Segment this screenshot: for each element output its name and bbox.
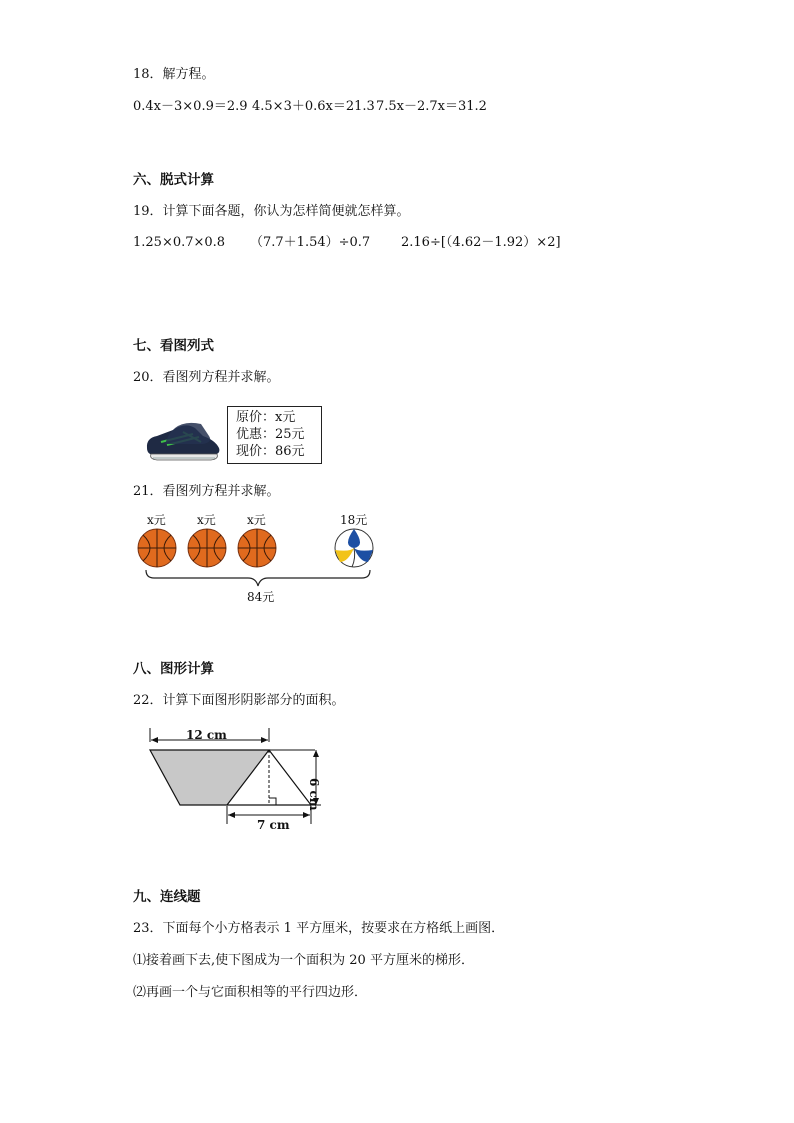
basketball-1-price: x元 <box>147 513 166 527</box>
basketball-2-price: x元 <box>197 513 216 527</box>
q19-title: 19．计算下面各题，你认为怎样简便就怎样算。 <box>133 204 410 219</box>
sneaker-image <box>143 414 225 464</box>
section-9-heading: 九、连线题 <box>133 889 201 905</box>
q23-title: 23．下面每个小方格表示 1 平方厘米，按要求在方格纸上画图． <box>133 921 505 936</box>
q19-expression-2: （7.7＋1.54）÷0.7 <box>250 235 371 250</box>
total-price-label: 84元 <box>247 590 275 604</box>
q19-expression-1: 1.25×0.7×0.8 <box>133 235 226 250</box>
original-price-label: 原价：x元 <box>236 410 296 425</box>
price-info-box <box>227 406 322 464</box>
q19-expression-3: 2.16÷[（4.62－1.92）×2] <box>401 235 561 250</box>
section-6-heading: 六、脱式计算 <box>133 172 214 188</box>
basketball-icon <box>138 529 176 567</box>
current-price-label: 现价：86元 <box>236 444 305 459</box>
q22-title: 22．计算下面图形阴影部分的面积。 <box>133 693 345 708</box>
q23-part-2: ⑵再画一个与它面积相等的平行四边形． <box>133 985 368 1000</box>
q21-title: 21．看图列方程并求解。 <box>133 484 280 499</box>
bottom-length-label: 7 cm <box>257 818 290 832</box>
section-8-heading: 八、图形计算 <box>133 661 214 677</box>
basketball-icon <box>188 529 226 567</box>
discount-label: 优惠：25元 <box>236 427 305 442</box>
top-length-label: 12 cm <box>186 728 227 742</box>
section-7-heading: 七、看图列式 <box>133 338 214 354</box>
volleyball-icon <box>335 529 373 567</box>
q18-equation-3: 7.5x－2.7x＝31.2 <box>376 99 487 114</box>
q18-equation-2: 4.5×3＋0.6x＝21.3 <box>252 99 375 114</box>
basketball-3-price: x元 <box>247 513 266 527</box>
basketball-icon <box>238 529 276 567</box>
q18-title: 18．解方程。 <box>133 67 215 82</box>
height-label: 6 cm <box>307 778 321 811</box>
q20-title: 20．看图列方程并求解。 <box>133 370 280 385</box>
q18-equation-1: 0.4x－3×0.9＝2.9 <box>133 99 248 114</box>
volleyball-price: 18元 <box>340 513 368 527</box>
q23-part-1: ⑴接着画下去,使下图成为一个面积为 20 平方厘米的梯形． <box>133 953 474 968</box>
